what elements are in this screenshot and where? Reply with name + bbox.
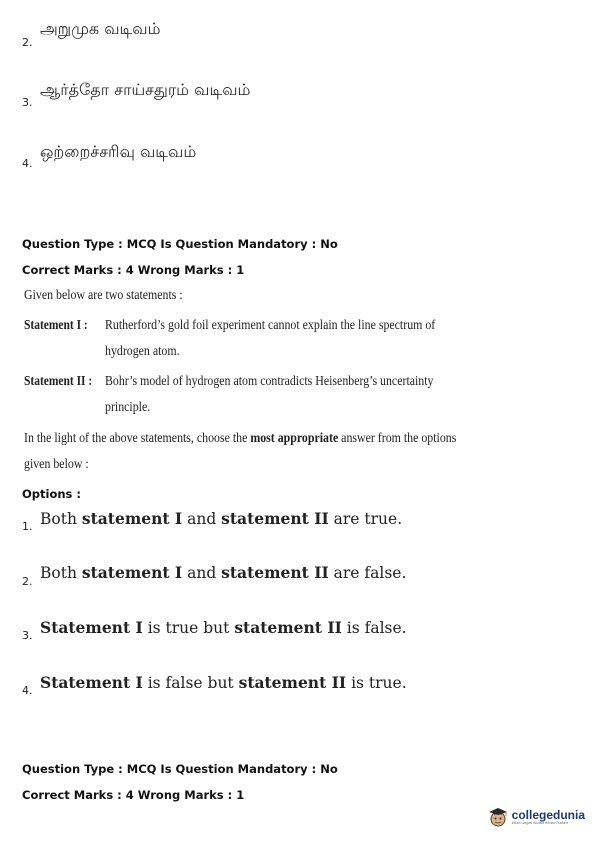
option-number: 1. — [22, 520, 33, 533]
option-number: 2. — [22, 36, 33, 49]
statement-2-text-line2: principle. — [105, 399, 151, 414]
statement-2-text-line1: Bohr’s model of hydrogen atom contradicts Heisenberg’s uncertainty — [105, 373, 434, 388]
instruction-emphasis: most appropriate — [250, 430, 339, 445]
logo-tagline: India's Largest Student Review Platform — [511, 821, 569, 825]
graduate-mascot-icon — [487, 806, 509, 828]
statement-1-text-line1: Rutherford’s gold foil experiment cannot explain the line spectrum of — [105, 317, 436, 332]
statement-2-label: Statement II : — [24, 373, 93, 388]
statement-1-text-line2: hydrogen atom. — [105, 343, 180, 358]
option-number: 3. — [22, 629, 33, 642]
collegedunia-logo — [487, 806, 585, 828]
option-text: Both statement I and statement II are false. — [40, 563, 407, 582]
instruction-pre: In the light of the above statements, choose the — [24, 430, 251, 445]
options-label: Options : — [22, 487, 81, 501]
question-meta-marks: Correct Marks : 4 Wrong Marks : 1 — [22, 263, 245, 277]
option-text: ஒற்றைச்சரிவு வடிவம் — [40, 142, 197, 161]
option-number: 3. — [22, 96, 33, 109]
option-number: 4. — [22, 684, 33, 697]
instruction-post: answer from the options — [338, 430, 457, 445]
question-intro: Given below are two statements : — [24, 287, 183, 302]
option-text: Statement I is false but statement II is true. — [40, 673, 407, 692]
option-number: 4. — [22, 157, 33, 170]
logo-name: collegedunia — [511, 808, 585, 822]
question-instruction-line2: given below : — [24, 456, 89, 471]
option-text: அறுமுக வடிவம் — [40, 19, 161, 38]
option-text: ஆர்த்தோ சாய்சதுரம் வடிவம் — [40, 80, 251, 99]
option-text: Both statement I and statement II are true. — [40, 509, 403, 528]
option-number: 2. — [22, 575, 33, 588]
option-text: Statement I is true but statement II is false. — [40, 618, 407, 637]
statement-1-label: Statement I : — [24, 317, 88, 332]
next-question-meta-type: Question Type : MCQ Is Question Mandatory : No — [22, 762, 338, 776]
question-meta-type: Question Type : MCQ Is Question Mandatory : No — [22, 237, 338, 251]
question-instruction-line1 — [24, 430, 456, 446]
next-question-meta-marks: Correct Marks : 4 Wrong Marks : 1 — [22, 788, 245, 802]
